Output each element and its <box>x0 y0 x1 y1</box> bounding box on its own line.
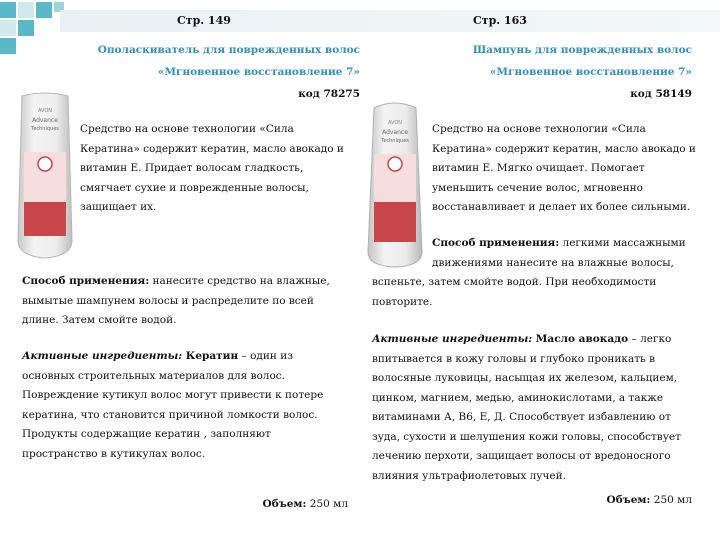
right-bottle-name-1: Advance <box>382 129 408 136</box>
left-description: Средство на основе технологии «Сила Кератина» содержит кератин, масло авокадо и витамин Е. Придает волосам гладкость, смягчает сухие и поврежденные волосы, защищает их. <box>80 123 344 213</box>
right-volume-label: Объем: <box>606 494 651 506</box>
right-volume-value: 250 мл <box>650 494 692 506</box>
left-active-label: Активные ингредиенты: <box>22 350 183 362</box>
left-active-name: Кератин <box>182 350 239 362</box>
right-description: Средство на основе технологии «Сила Кератина» содержит кератин, масло авокадо и витамин Е. Мягко очищает. Помогает уменьшить сечение волос, мгновенно восстанавливает и делает их более сильными. <box>432 123 696 213</box>
right-active-ingredients <box>372 330 697 486</box>
left-usage-label: Способ применения: <box>22 275 150 287</box>
left-bottle-name-1: Advance <box>32 117 58 124</box>
left-product-code: код 78275 <box>298 88 360 100</box>
right-product-code: код 58149 <box>630 88 692 100</box>
right-volume <box>607 494 692 506</box>
left-title-line2: «Мгновенное восстановление 7» <box>157 66 360 78</box>
left-volume-label: Объем: <box>262 498 307 510</box>
left-bottle-brand: AVON <box>37 108 53 114</box>
right-active-label: Активные ингредиенты: <box>372 333 533 345</box>
left-active-text: – один из основных строительных материалов для волос. Повреждение кутикул волос могут привести к потере кератина, что становится причиной ломкости волос. Продукты содержащие кератин , заполняют пространство в кутикулах волос. <box>22 350 324 460</box>
avon-conditioner-bottle <box>14 90 76 260</box>
right-usage-label: Способ применения: <box>432 237 560 249</box>
left-usage-text: нанесите средство на влажные, вымытые шампунем волосы и распределите по всей длине. Затем смойте водой. <box>22 275 330 326</box>
header-bar <box>60 10 720 32</box>
avon-shampoo-bottle <box>364 98 426 268</box>
right-bottle-name-2: Techniques <box>381 138 409 144</box>
right-active-text: – легко впитывается в кожу головы и глубоко проникать в волосяные луковицы, насыщая их железом, кальцием, цинком, магнием, медью, аминокислотами, а также витаминами А, В6, Е, Д. Способствует избавлению от зуда, сухости и шелушения кожи головы, способствует лечению перхоти, защищает волосы от вредоносного влияния ультрафиолетовых лучей. <box>372 333 681 482</box>
right-usage-part2: вспеньте, затем смойте водой. При необходимости повторите. <box>372 276 657 308</box>
right-title-line1: Шампунь для поврежденных волос <box>472 44 692 56</box>
right-active-name: Масло авокадо <box>532 333 629 345</box>
left-volume-value: 250 мл <box>306 498 348 510</box>
left-active-ingredients <box>22 347 340 464</box>
right-title-line2: «Мгновенное восстановление 7» <box>489 66 692 78</box>
left-volume <box>263 498 348 510</box>
left-title-line1: Ополаскиватель для поврежденных волос <box>97 44 360 56</box>
right-usage-part1 <box>432 234 697 273</box>
left-page-number: Стр. 149 <box>177 14 231 27</box>
right-usage-text-1: легкими массажными движениями нанесите на влажные волосы, <box>432 237 686 269</box>
right-bottle-brand: AVON <box>387 120 403 126</box>
left-bottle-name-2: Techniques <box>31 126 59 132</box>
right-page-number: Стр. 163 <box>473 14 527 27</box>
left-usage <box>22 272 340 331</box>
